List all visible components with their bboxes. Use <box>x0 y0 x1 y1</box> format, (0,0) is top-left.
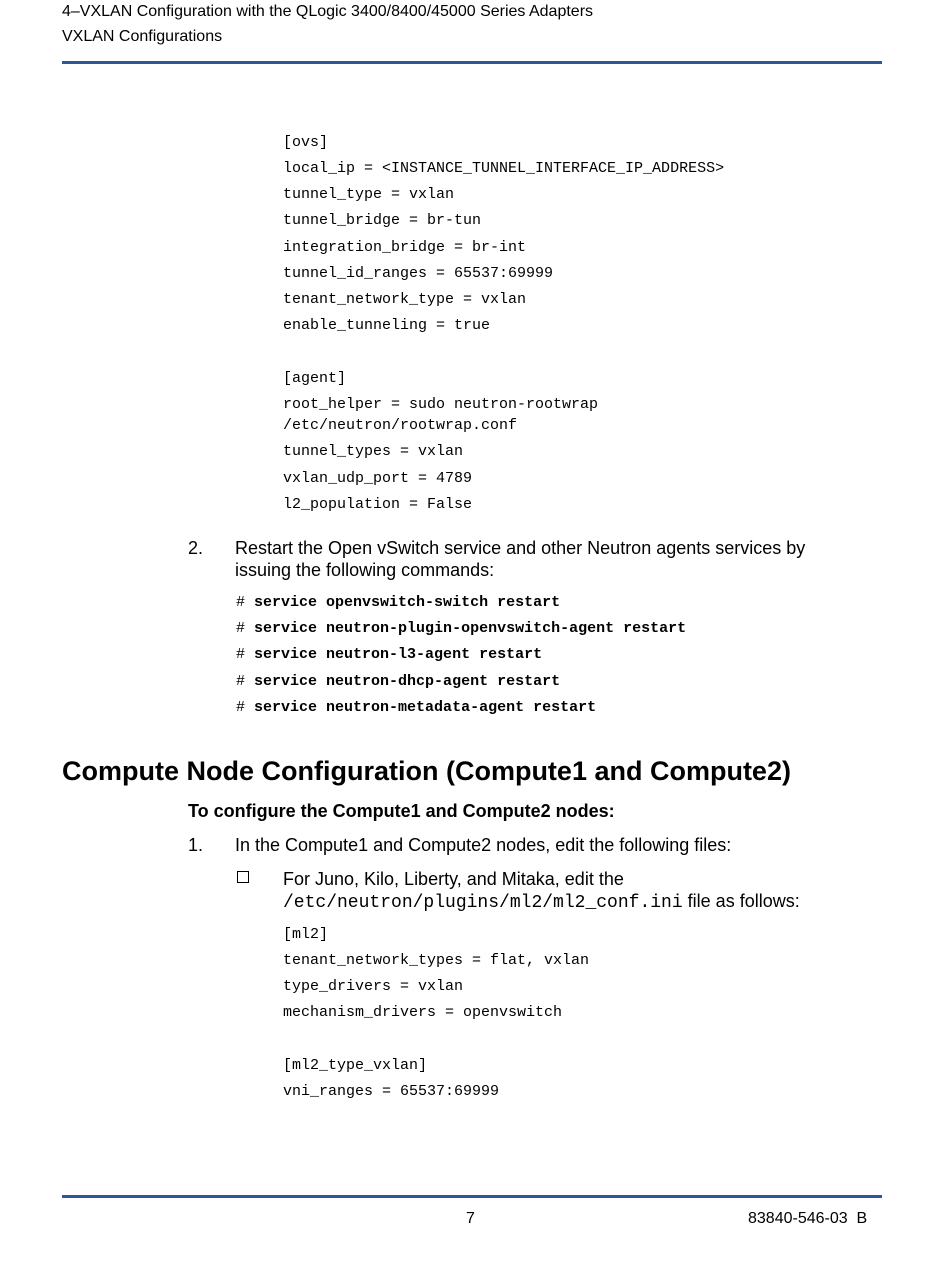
code-line-vxlan-1: vni_ranges = 65537:69999 <box>283 1083 500 1100</box>
command-text: service neutron-metadata-agent restart <box>254 699 597 716</box>
bullet-suffix: file as follows: <box>682 891 800 911</box>
command-prompt: # <box>236 673 246 690</box>
code-line-ml2-2: type_drivers = vxlan <box>283 978 464 995</box>
command-text: service openvswitch-switch restart <box>254 594 561 611</box>
code-line-ovs-4: integration_bridge = br-int <box>283 239 527 256</box>
header-rule <box>62 61 882 64</box>
step-2-line-1: Restart the Open vSwitch service and other Neutron agents services by <box>235 538 806 558</box>
code-line-ml2-3: mechanism_drivers = openvswitch <box>283 1004 563 1021</box>
code-line-ovs-6: tenant_network_type = vxlan <box>283 291 527 308</box>
code-line-agent-2: l2_population = False <box>283 496 473 513</box>
section-title: Compute Node Configuration (Compute1 and Compute2) <box>62 756 791 786</box>
command-prompt: # <box>236 646 246 663</box>
command-prompt: # <box>236 620 246 637</box>
document-id: 83840-546-03 B <box>748 1210 868 1227</box>
command-line-2 <box>236 645 542 665</box>
page-number: 7 <box>466 1210 475 1227</box>
command-line-1 <box>236 619 686 639</box>
step-2-line-2: issuing the following commands: <box>235 560 495 580</box>
code-line-agent-heading: [agent] <box>283 370 347 387</box>
footer-rule <box>62 1195 882 1198</box>
code-line-ovs-3: tunnel_bridge = br-tun <box>283 212 482 229</box>
checkbox-bullet-icon <box>237 871 249 883</box>
command-line-0 <box>236 593 560 613</box>
code-line-ovs-1: local_ip = <INSTANCE_TUNNEL_INTERFACE_IP_ADDRESS> <box>283 160 725 177</box>
command-line-3 <box>236 672 560 692</box>
step-2-number: 2. <box>188 538 204 558</box>
code-line-agent-0: tunnel_types = vxlan <box>283 443 464 460</box>
command-prompt: # <box>236 594 246 611</box>
command-text: service neutron-dhcp-agent restart <box>254 673 561 690</box>
code-line-root-helper-1: root_helper = sudo neutron-rootwrap <box>283 396 599 413</box>
bullet-line-2 <box>283 890 800 914</box>
command-prompt: # <box>236 699 246 716</box>
code-line-vxlan-0: [ml2_type_vxlan] <box>283 1057 428 1074</box>
command-text: service neutron-l3-agent restart <box>254 646 543 663</box>
command-text: service neutron-plugin-openvswitch-agent restart <box>254 620 687 637</box>
command-line-4 <box>236 698 596 718</box>
step-1-text: In the Compute1 and Compute2 nodes, edit the following files: <box>235 835 732 855</box>
procedure-title: To configure the Compute1 and Compute2 nodes: <box>188 801 615 821</box>
code-line-ovs-2: tunnel_type = vxlan <box>283 186 455 203</box>
code-line-root-helper-2: /etc/neutron/rootwrap.conf <box>283 417 518 434</box>
code-line-ovs-0: [ovs] <box>283 134 329 151</box>
code-line-ml2-0: [ml2] <box>283 926 329 943</box>
config-file-path: /etc/neutron/plugins/ml2/ml2_conf.ini <box>283 893 683 913</box>
bullet-line-1: For Juno, Kilo, Liberty, and Mitaka, edit the <box>283 869 624 889</box>
code-line-ovs-7: enable_tunneling = true <box>283 317 491 334</box>
code-line-ovs-5: tunnel_id_ranges = 65537:69999 <box>283 265 554 282</box>
code-line-ml2-1: tenant_network_types = flat, vxlan <box>283 952 590 969</box>
code-line-agent-1: vxlan_udp_port = 4789 <box>283 470 473 487</box>
header-section: VXLAN Configurations <box>62 28 223 45</box>
step-1-number: 1. <box>188 835 204 855</box>
header-chapter: 4–VXLAN Configuration with the QLogic 3400/8400/45000 Series Adapters <box>62 3 594 20</box>
